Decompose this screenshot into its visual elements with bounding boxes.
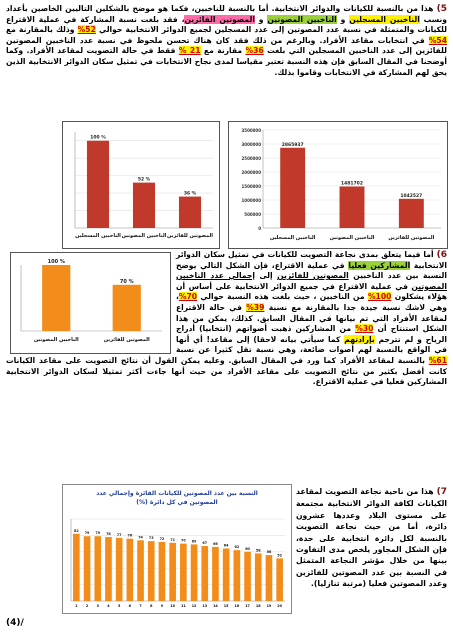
- highlight: 61%: [428, 355, 447, 365]
- highlight: 52%: [77, 25, 96, 35]
- data-label: 60: [245, 546, 250, 551]
- bar: [399, 199, 424, 228]
- bar: [105, 537, 112, 601]
- bar: [116, 538, 123, 601]
- underlined-text: المصوتين للفائزين: [277, 271, 349, 281]
- data-label: 52: [277, 553, 283, 558]
- x-tick-label: الناخبين المسجلين: [75, 233, 121, 239]
- data-label: 82: [73, 528, 79, 533]
- text-run: فقط في حالة التصويت لمقاعد الأفراد. وكما أوضحنا في المقال السابق فإن هذه النسبة تعتبر مقياسا لمدى نجاح الانتخابات في تمثيل سكان الدوائر الانتخابية الذين يحق لهم المشاركة في الانتخابات وقاموا بذلك.: [6, 46, 447, 77]
- data-label: 79: [95, 531, 101, 536]
- data-label: 58: [255, 548, 261, 553]
- text-run: في عملية الاقتراع في جميع الدوائر الانتخابية على أساس أن هؤلاء يشكلون: [176, 281, 448, 302]
- data-label: 74: [138, 535, 143, 540]
- data-label: 69: [191, 539, 197, 544]
- highlight: بإرادتهم: [344, 334, 375, 344]
- x-tick-label: 12: [191, 604, 197, 608]
- highlight: 21 %: [178, 46, 201, 56]
- x-tick-label: 18: [255, 604, 261, 608]
- x-tick-label: المصوتين للفائزين: [167, 233, 213, 239]
- bar: [127, 539, 134, 601]
- text-run: في انتخابات مقاعد الأفراد. وبالرغم من ذلك فقد كان هناك تحسن ملحوظ في نسبة عدد الناخبين المصوتين للفائزين إلى عدد الناخبين المسجلين التي بلغت: [6, 35, 447, 56]
- x-tick-label: الناخبين المصوتين: [121, 233, 167, 239]
- x-tick-label: 3: [96, 604, 99, 608]
- x-tick-label: 7: [139, 604, 142, 608]
- highlight: 30%: [355, 324, 374, 334]
- chart-constituency-box: [62, 484, 292, 614]
- text-run: ، وهي لاشك نسبة جيدة جدا بالمقارنة مع نسبة: [176, 292, 447, 312]
- bar: [169, 543, 176, 601]
- data-label: 70 %: [119, 278, 134, 285]
- data-label: 64: [223, 543, 229, 548]
- bar: [212, 547, 219, 601]
- text-run: في عملية الاقتراع، فإن الشكل التالي يوضح النسبة بين عدد الناخبين: [176, 260, 447, 281]
- x-tick-label: الناخبين المصوتين: [329, 235, 375, 241]
- bar: [137, 540, 144, 601]
- bar: [223, 549, 230, 601]
- bar: [280, 148, 305, 228]
- data-label: 36 %: [183, 191, 197, 197]
- x-tick-label: 14: [213, 604, 218, 608]
- text-run: و: [254, 14, 268, 24]
- chart-constituency: [63, 485, 291, 613]
- data-label: 67: [202, 541, 208, 546]
- chart-counts-box: [228, 121, 448, 249]
- x-tick-label: المصوتين للفائزين: [388, 235, 435, 241]
- bar: [266, 555, 273, 601]
- bar: [87, 141, 109, 228]
- bar: [180, 544, 187, 601]
- text-run: في حالة الاقتراع لمقاعد الأفراد التي تم بيانها في المقال السابق. كذلك، يمكن من هذا الشكل استنتاج أن: [176, 302, 447, 334]
- x-tick-label: 11: [180, 604, 186, 608]
- text-run: مقارنة مع: [200, 46, 246, 56]
- bar: [159, 542, 166, 601]
- chart-percent-box: [62, 121, 220, 249]
- data-label: 78: [106, 532, 111, 537]
- bar: [191, 544, 198, 601]
- text-run: من الناخبين ، حيث بلغت هذه النسبة حوالي: [197, 292, 368, 302]
- bar: [94, 536, 101, 601]
- x-tick-label: 16: [234, 604, 240, 608]
- highlight: المصوتين الفائزين: [184, 14, 255, 24]
- data-label: 79: [84, 531, 90, 536]
- data-label: 52 %: [137, 177, 151, 183]
- data-label: 1042527: [400, 193, 423, 199]
- x-tick-label: 20: [277, 604, 283, 608]
- bar: [201, 546, 208, 601]
- highlight: 54%: [428, 35, 447, 45]
- data-label: 71: [170, 537, 176, 542]
- data-label: 70: [180, 538, 186, 543]
- chart-counts: [229, 122, 447, 248]
- chart-title-line: المصوتين في كل دائرة (%): [136, 499, 218, 506]
- y-tick-label: 2000000: [241, 170, 261, 175]
- x-tick-label: المصوتين للفائزين: [103, 337, 150, 343]
- x-tick-label: الناخبين المصوتين: [33, 337, 79, 343]
- y-tick-label: 3000000: [241, 142, 261, 147]
- text-run: هذا من بالنسبة للكيانات والدوائر الانتخابية. أما بالنسبة للناخبين، فكما هو موضح بالشكلين التاليين الخاصين بأعداد ونسب: [6, 4, 448, 24]
- section-6-paragraph: [6, 250, 447, 474]
- text-run: أما فيما يتعلق بمدى نجاعة التصويت للكيانات في تمثيل سكان الدوائر الانتخابية: [176, 250, 447, 270]
- highlight: الناخبين المسجلين: [349, 14, 420, 24]
- data-label: 1481702: [341, 181, 363, 187]
- text-run: و: [336, 14, 350, 24]
- highlight: 36%: [245, 46, 264, 56]
- section-number: 6): [436, 250, 447, 260]
- highlight: 100%: [367, 292, 392, 302]
- underlined-text: إجمالي عدد الناخبين المصوتين: [176, 271, 447, 291]
- data-label: 72: [159, 536, 165, 541]
- section-number: 5): [436, 4, 447, 14]
- x-tick-label: 15: [223, 604, 229, 608]
- bar: [73, 534, 80, 601]
- y-tick-label: 3500000: [241, 128, 261, 133]
- bar: [234, 550, 241, 601]
- highlight: المشاركين فعليا: [348, 260, 411, 270]
- x-tick-label: 4: [107, 604, 110, 608]
- y-tick-label: 0: [258, 226, 261, 231]
- x-tick-label: 1: [75, 604, 78, 608]
- text-run: كما سيأتي بيانه لاحقا) إلى مقاعد! أي أنها في الواقع بالنسبة لهم أصوات ضائعة، وهي نسبة تقل كثيرا عن نسبة: [176, 334, 447, 355]
- y-tick-label: 2500000: [241, 156, 261, 161]
- x-tick-label: 17: [245, 604, 250, 608]
- section-5-paragraph: [6, 4, 447, 124]
- text-run: ، فقد بلغت نسبة المشاركة في عملية الاقتراع للكيانات والمتمثلة في نسبة عدد المصوتين إلى عدد المسجلين لجميع الدوائر الانتخابية حوالي: [6, 14, 447, 35]
- data-label: 77: [116, 532, 122, 537]
- bar: [179, 197, 201, 228]
- data-label: 66: [213, 541, 218, 546]
- data-label: 2865937: [281, 142, 304, 148]
- x-tick-label: 9: [160, 604, 164, 608]
- highlight: 39%: [246, 302, 265, 312]
- x-tick-label: 6: [128, 604, 132, 608]
- x-tick-label: 13: [202, 604, 208, 608]
- data-label: 76: [127, 533, 133, 538]
- x-tick-label: 5: [117, 604, 121, 608]
- section-number: 7): [436, 487, 447, 497]
- highlight: الناخبين المصوتين: [267, 14, 337, 24]
- x-tick-label: الناخبين المسجلين: [269, 235, 316, 241]
- section-7-paragraph: [296, 486, 447, 626]
- y-tick-label: 1000000: [241, 198, 261, 203]
- text-run: هذا من ناحية نجاعة التصويت لمقاعد الكيانات لكافة الدوائر الانتخابية مجتمعة على مستوى البلاد وعددها عشرون دائرة، أما من حيث نجاعة التصويت بالنسبة لكل دائرة انتخابية على حدة، فإن الشكل المجاور يلخص مدى التفاوت بينها من خلال مؤشر النجاعة المتمثل في النسبة بين عدد المصوتين للفائزين وعدد المصوتين فعليا (مرتبة تنازليا).: [296, 487, 447, 589]
- y-tick-label: 1500000: [241, 184, 261, 189]
- text-run: إلى: [254, 271, 278, 281]
- bar: [255, 553, 262, 601]
- page-number: (4)/: [6, 618, 24, 628]
- data-label: 62: [234, 545, 240, 550]
- data-label: 56: [266, 550, 272, 555]
- bar: [276, 558, 283, 601]
- highlight: 70%: [178, 292, 198, 302]
- x-tick-label: 2: [85, 604, 89, 608]
- bar: [244, 552, 251, 601]
- chart-title-line: النسبة بين عدد المصوتين للكيانات الفائزة وإجمالي عدد: [96, 490, 258, 497]
- chart-percent: [63, 122, 219, 248]
- data-label: 73: [148, 536, 154, 541]
- x-tick-label: 10: [170, 604, 176, 608]
- x-tick-label: 8: [150, 604, 153, 608]
- bar: [133, 183, 155, 228]
- data-label: 100 %: [47, 259, 65, 265]
- text-run: من المشاركين ذهبت أصواتهم (انتخابيا) أدراج الرياح و لم تترجم: [176, 324, 448, 344]
- bar: [84, 536, 91, 601]
- bar: [148, 541, 155, 601]
- text-run: وذلك بالمقارنة مع: [6, 25, 78, 35]
- y-tick-label: 500000: [244, 212, 261, 217]
- text-run: بالنسبة لمقاعد الأفراد كما ورد في المقال السابق. وعليه يمكن القول أن نتائج التصويت على مقاعد الكيانات كانت أفضل بكثير من نتائج التصويت على مقاعد الأفراد من حيث أنها جاءت أكثر تمثيلا لسكان الدوائر الانتخابية المشاركين فعليا في عملية الاقتراع.: [6, 355, 447, 387]
- x-tick-label: 19: [266, 604, 272, 608]
- data-label: 100 %: [90, 135, 106, 141]
- bar: [340, 187, 365, 228]
